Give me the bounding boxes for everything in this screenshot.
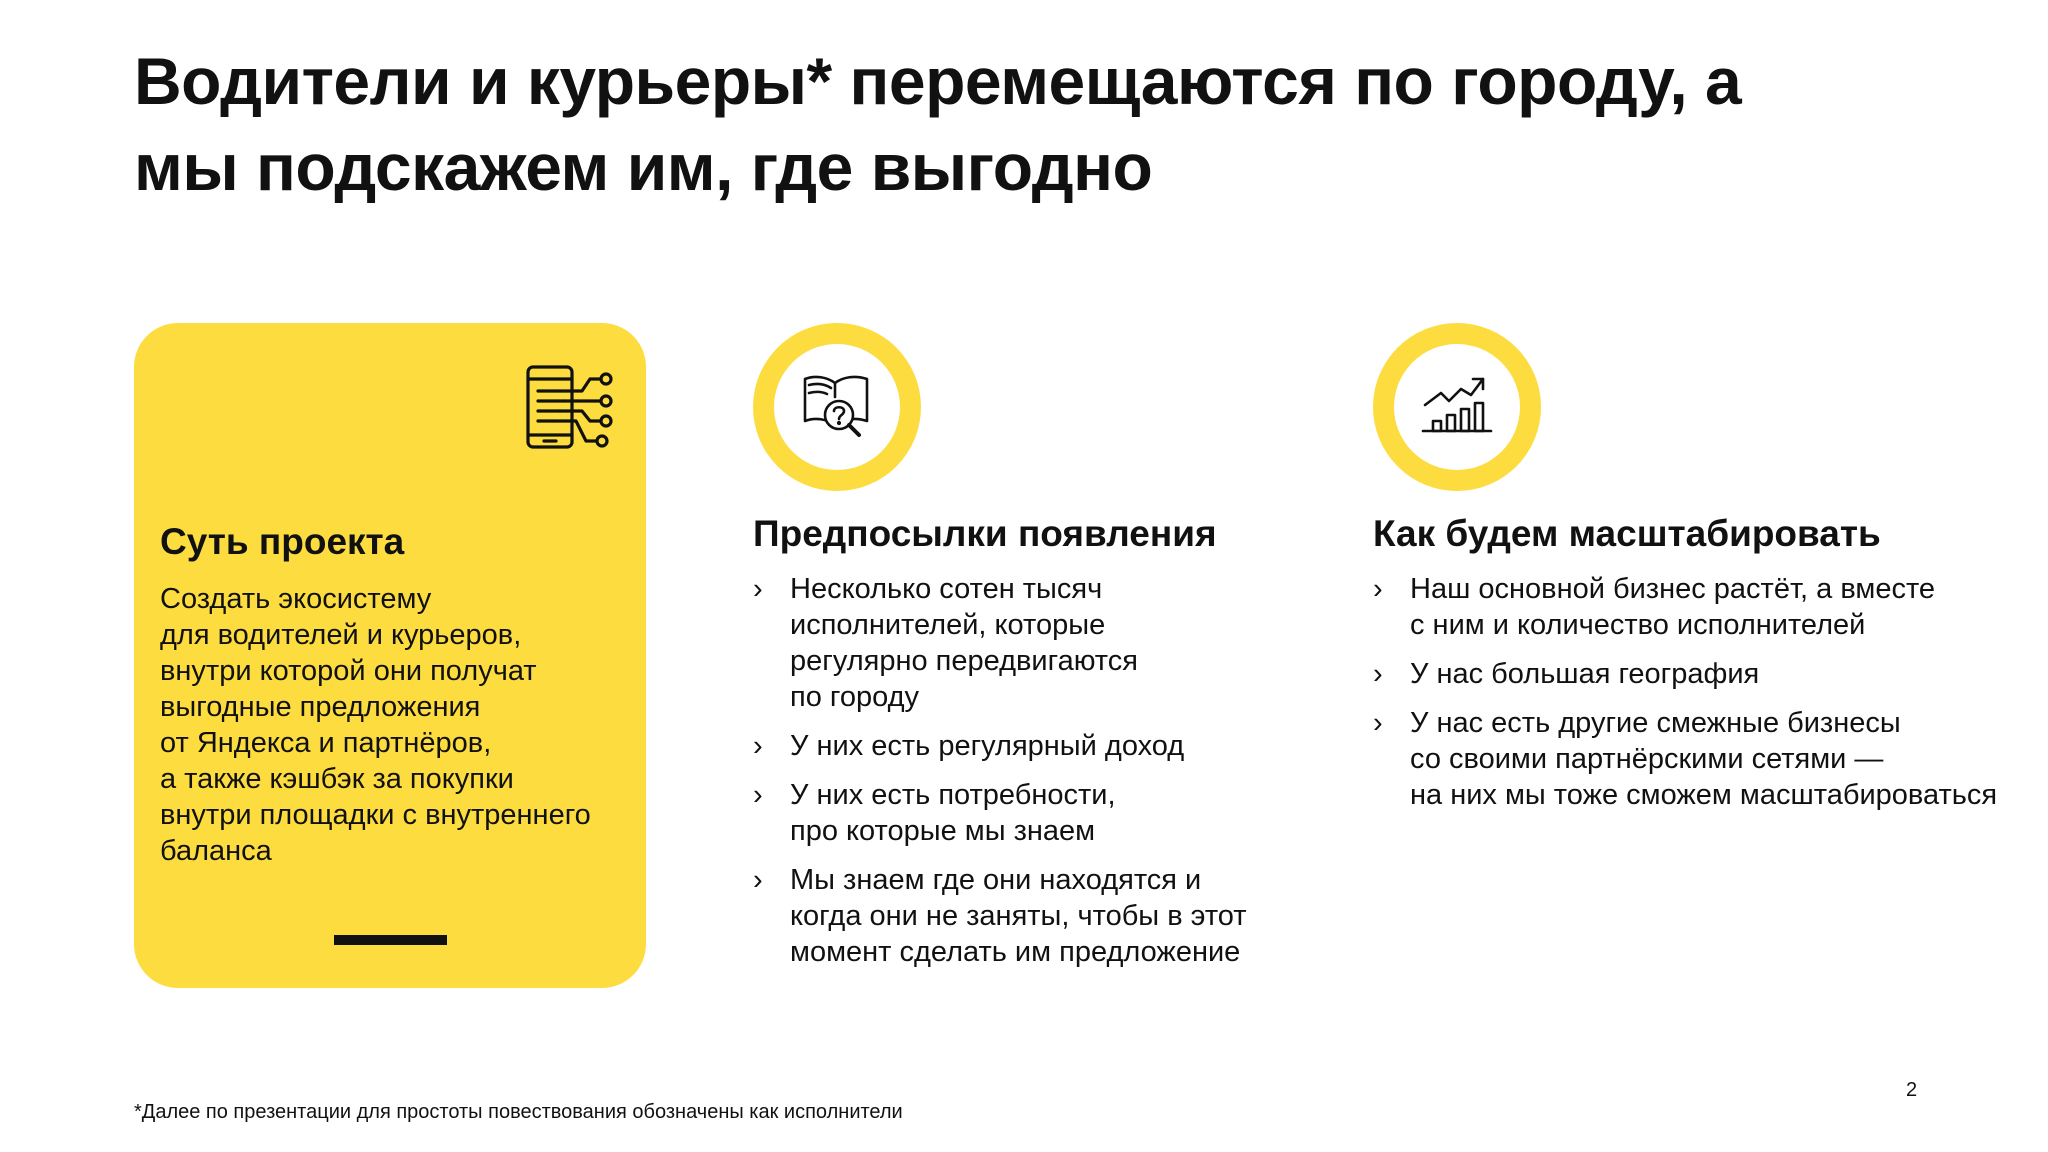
slide-title-line: Водители и курьеры* перемещаются по городу, а — [134, 44, 1742, 118]
card-body-line: а также кэшбэк за покупки — [160, 763, 514, 795]
scaling-list — [1373, 571, 1997, 826]
card-divider-bar — [334, 935, 447, 945]
slide-title — [134, 38, 1934, 210]
card-body-line: Создать экосистему — [160, 583, 432, 615]
project-essence-card — [134, 323, 646, 988]
slide-title-line: мы подскажем им, где выгодно — [134, 130, 1153, 204]
list-item-line: исполнителей, которые — [790, 609, 1106, 641]
list-item-line: У них есть потребности, — [790, 779, 1116, 811]
chevron-right-icon: › — [1373, 573, 1383, 605]
chevron-right-icon: › — [753, 779, 763, 811]
list-item — [1373, 571, 1997, 643]
card-body — [160, 581, 630, 869]
list-item-line: Несколько сотен тысяч — [790, 573, 1103, 605]
phone-network-icon — [520, 363, 620, 463]
list-item-line: Мы знаем где они находятся и — [790, 864, 1202, 896]
growth-chart-icon — [1419, 369, 1495, 445]
card-body-line: выгодные предложения — [160, 691, 481, 723]
list-item-line: момент сделать им предложение — [790, 936, 1241, 968]
list-item — [1373, 705, 1997, 813]
prerequisites-column — [753, 323, 1293, 968]
card-body-line: от Яндекса и партнёров, — [160, 727, 492, 759]
list-item-line: когда они не заняты, чтобы в этот — [790, 900, 1247, 932]
card-body-line: для водителей и курьеров, — [160, 619, 522, 651]
card-body-line: баланса — [160, 835, 272, 867]
chevron-right-icon: › — [1373, 658, 1383, 690]
list-item-line: У нас есть другие смежные бизнесы — [1410, 707, 1901, 739]
list-item — [753, 777, 1247, 849]
book-question-icon — [799, 369, 875, 445]
scaling-column — [1373, 323, 2033, 811]
list-item — [753, 728, 1247, 764]
card-body-line: внутри площадки с внутреннего — [160, 799, 591, 831]
list-item-line: со своими партнёрскими сетями — — [1410, 743, 1884, 775]
list-item — [753, 862, 1247, 970]
list-item — [1373, 656, 1997, 692]
chevron-right-icon: › — [1373, 707, 1383, 739]
chevron-right-icon: › — [753, 730, 763, 762]
scaling-badge — [1373, 323, 1541, 491]
list-item-line: по городу — [790, 681, 919, 713]
list-item-line: регулярно передвигаются — [790, 645, 1138, 677]
column-title: Как будем масштабировать — [1373, 513, 1881, 554]
page-number: 2 — [1906, 1079, 1918, 1101]
card-body-line: внутри которой они получат — [160, 655, 537, 687]
chevron-right-icon: › — [753, 573, 763, 605]
column-title: Предпосылки появления — [753, 513, 1217, 554]
list-item-line: Наш основной бизнес растёт, а вместе — [1410, 573, 1936, 605]
card-title: Суть проекта — [160, 521, 405, 562]
prerequisites-badge — [753, 323, 921, 491]
list-item-line: У нас большая география — [1410, 658, 1760, 690]
chevron-right-icon: › — [753, 864, 763, 896]
list-item — [753, 571, 1247, 715]
list-item-line: про которые мы знаем — [790, 815, 1096, 847]
list-item-line: с ним и количество исполнителей — [1410, 609, 1866, 641]
list-item-line: на них мы тоже сможем масштабироваться — [1410, 779, 1998, 811]
list-item-line: У них есть регулярный доход — [790, 730, 1185, 762]
footnote: *Далее по презентации для простоты повествования обозначены как исполнители — [134, 1101, 903, 1123]
prerequisites-list — [753, 571, 1247, 983]
